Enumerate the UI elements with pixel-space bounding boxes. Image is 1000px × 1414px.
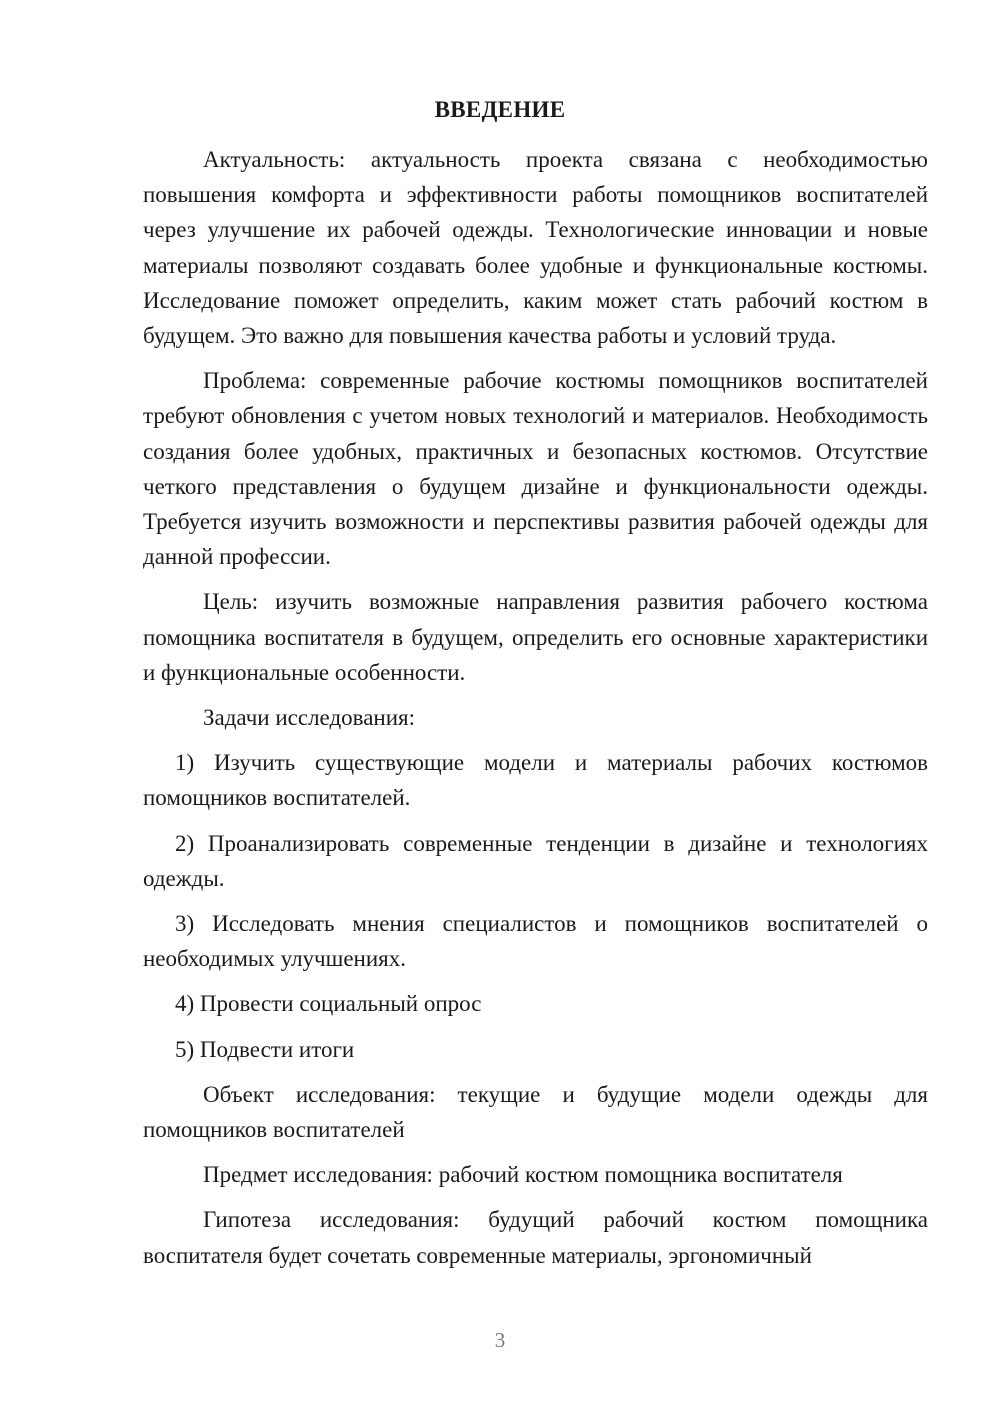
paragraph-relevance: Актуальность: актуальность проекта связана с необходимостью повышения комфорта и эффективности работы помощников воспитателей через улучшение их рабочей одежды. Технологические инновации и новые материалы позволяют создавать более удобные и функциональные костюмы. Исследование поможет определить, каким может стать рабочий костюм в будущем. Это важно для повышения качества работы и условий труда. [143,147,928,349]
tasks-heading: Задачи исследования: [203,705,416,731]
section-title: ВВЕДЕНИЕ [434,97,566,122]
task-item-4: 4) Провести социальный опрос [175,991,482,1017]
task-item-5: 5) Подвести итоги [175,1036,355,1062]
paragraph-problem: Проблема: современные рабочие костюмы помощников воспитателей требуют обновления с учетом новых технологий и материалов. Необходимость создания более удобных, практичных и безопасных костюмов. Отсутствие четкого представления о будущем дизайне и функциональности одежды. Требуется изучить возможности и перспективы развития рабочей одежды для данной профессии. [143,368,928,570]
page-number: 3 [494,1328,506,1352]
task-item-1: 1) Изучить существующие модели и материалы рабочих костюмов помощников воспитателей. [143,750,928,811]
paragraph-goal: Цель: изучить возможные направления развития рабочего костюма помощника воспитателя в будущем, определить его основные характеристики и функциональные особенности. [143,589,928,685]
document-body [143,142,928,1283]
task-item-3: 3) Исследовать мнения специалистов и помощников воспитателей о необходимых улучшениях. [143,911,928,972]
task-item-2: 2) Проанализировать современные тенденции в дизайне и технологиях одежды. [143,830,928,891]
paragraph-hypothesis: Гипотеза исследования: будущий рабочий костюм помощника воспитателя будет сочетать современные материалы, эргономичный [143,1207,928,1268]
paragraph-subject: Предмет исследования: рабочий костюм помощника воспитателя [203,1162,843,1188]
paragraph-object: Объект исследования: текущие и будущие модели одежды для помощников воспитателей [143,1081,928,1143]
